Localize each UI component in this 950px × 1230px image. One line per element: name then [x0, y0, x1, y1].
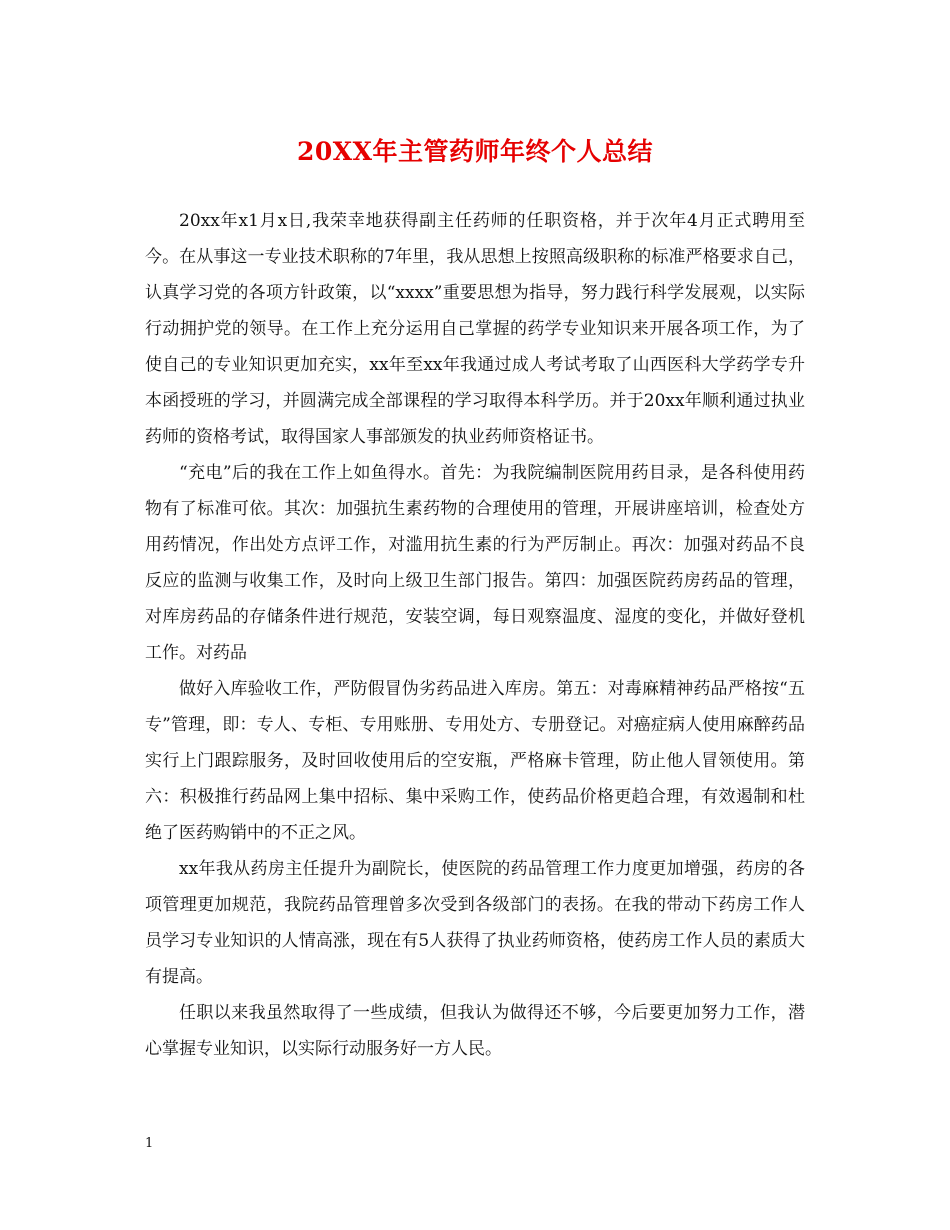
paragraph: 做好入库验收工作，严防假冒伪劣药品进入库房。第五：对毒麻精神药品严格按“五专”管理，即：专人、专柜、专用账册、专用处方、专册登记。对癌症病人使用麻醉药品实行上门跟踪服务，及时回收使用后的空安瓶，严格麻卡管理，防止他人冒领使用。第六：积极推行药品网上集中招标、集中采购工作，使药品价格更趋合理，有效遏制和杜绝了医药购销中的不正之风。 [145, 679, 805, 843]
paragraph: 任职以来我虽然取得了一些成绩，但我认为做得还不够，今后要更加努力工作，潜心掌握专业知识，以实际行动服务好一方人民。 [145, 1003, 805, 1059]
page-number: 1 [145, 1136, 154, 1151]
paragraph: 20xx年x1月x日,我荣幸地获得副主任药师的任职资格，并于次年4月正式聘用至今。在从事这一专业技术职称的7年里，我从思想上按照高级职称的标准严格要求自己，认真学习党的各项方针政策，以“xxxx”重要思想为指导，努力践行科学发展观，以实际行动拥护党的领导。在工作上充分运用自己掌握的药学专业知识来开展各项工作，为了使自己的专业知识更加充实，xx年至xx年我通过成人考试考取了山西医科大学药学专升本函授班的学习，并圆满完成全部课程的学习取得本科学历。并于20xx年顺利通过执业药师的资格考试，取得国家人事部颁发的执业药师资格证书。 [145, 211, 805, 447]
document-title: 20XX年主管药师年终个人总结 [296, 137, 654, 166]
paragraph: xx年我从药房主任提升为副院长，使医院的药品管理工作力度更加增强，药房的各项管理更加规范，我院药品管理曾多次受到各级部门的表扬。在我的带动下药房工作人员学习专业知识的人情高涨，现在有5人获得了执业药师资格，使药房工作人员的素质大有提高。 [145, 859, 805, 987]
document-body [145, 203, 805, 1067]
paragraph: “充电”后的我在工作上如鱼得水。首先：为我院编制医院用药目录，是各科使用药物有了标准可依。其次：加强抗生素药物的合理使用的管理，开展讲座培训，检查处方用药情况，作出处方点评工作，对滥用抗生素的行为严厉制止。再次：加强对药品不良反应的监测与收集工作，及时向上级卫生部门报告。第四：加强医院药房药品的管理，对库房药品的存储条件进行规范，安装空调，每日观察温度、湿度的变化，并做好登机工作。对药品 [145, 463, 805, 663]
